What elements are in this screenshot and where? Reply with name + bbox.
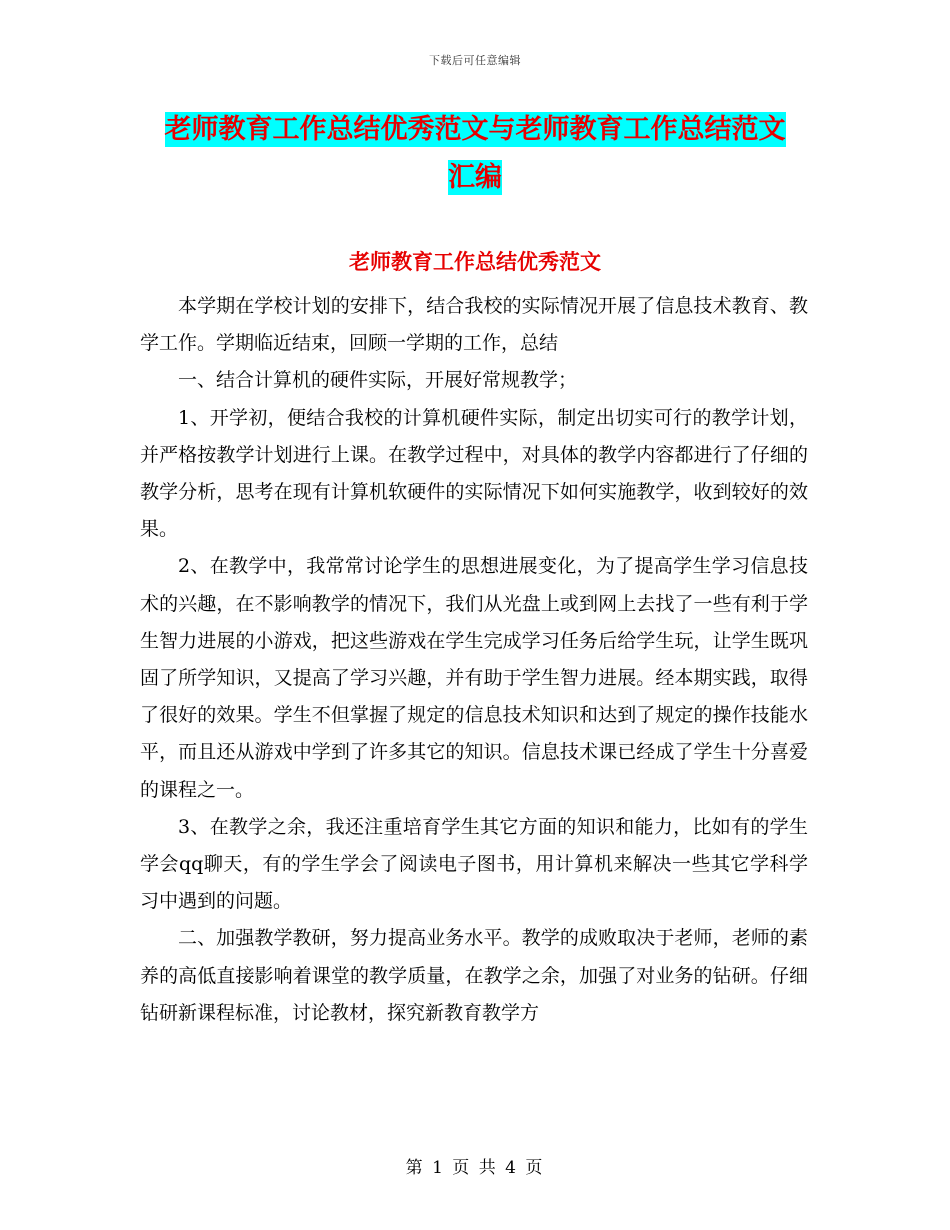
paragraph: 3、在教学之余，我还注重培育学生其它方面的知识和能力，比如有的学生学会qq聊天，有的学生学会了阅读电子图书，用计算机来解决一些其它学科学习中遇到的问题。 [140, 815, 808, 913]
paragraph: 一、结合计算机的硬件实际，开展好常规教学； [178, 369, 578, 392]
paragraph: 本学期在学校计划的安排下，结合我校的实际情况开展了信息技术教育、教学工作。学期临近结束，回顾一学期的工作，总结 [140, 295, 808, 355]
paragraph: 二、加强教学教研，努力提高业务水平。教学的成败取决于老师，老师的素养的高低直接影响着课堂的教学质量，在教学之余，加强了对业务的钻研。仔细钻研新课程标准，讨论教材，探究新教育教学方 [140, 927, 808, 1024]
paragraph: 2、在教学中，我常常讨论学生的思想进展变化，为了提高学生学习信息技术的兴趣，在不影响教学的情况下，我们从光盘上或到网上去找了一些有利于学生智力进展的小游戏，把这些游戏在学生完成学习任务后给学生玩，让学生既巩固了所学知识，又提高了学习兴趣，并有助于学生智力进展。经本期实践，取得了很好的效果。学生不但掌握了规定的信息技术知识和达到了规定的操作技能水平，而且还从游戏中学到了许多其它的知识。信息技术课已经成了学生十分喜爱的课程之一。 [140, 555, 808, 801]
document-title-line-2: 汇编 [448, 162, 502, 193]
page-footer: 第 1 页 共 4 页 [405, 1158, 545, 1178]
body-text [140, 288, 808, 1032]
section-title: 老师教育工作总结优秀范文 [349, 250, 601, 274]
header-note: 下载后可任意编辑 [429, 54, 521, 67]
paragraph: 1、开学初，便结合我校的计算机硬件实际，制定出切实可行的教学计划，并严格按教学计划进行上课。在教学过程中，对具体的教学内容都进行了仔细的教学分析，思考在现有计算机软硬件的实际情况下如何实施教学，收到较好的效果。 [140, 406, 808, 541]
document-title [140, 106, 810, 202]
document-title-line-1: 老师教育工作总结优秀范文与老师教育工作总结范文 [164, 114, 786, 145]
